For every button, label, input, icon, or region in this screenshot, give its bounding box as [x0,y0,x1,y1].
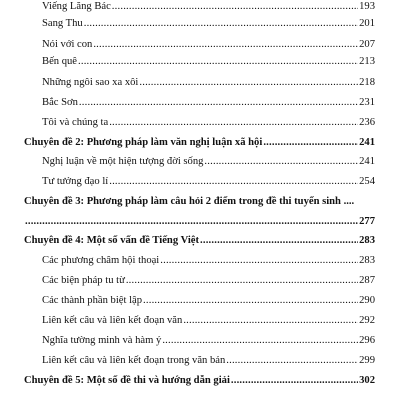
dot-leader [162,334,358,347]
toc-entry-title: Liên kết câu và liên kết đoạn văn [42,315,183,326]
dot-leader [126,274,358,287]
toc-entry-page: 277 [359,216,375,227]
toc-chapter-entry[interactable] [24,195,375,208]
toc-entry-title: Bến quê [42,56,78,67]
toc-entry[interactable] [42,354,375,367]
toc-entry[interactable] [42,254,375,267]
toc-entry-title: Nói với con [42,39,93,50]
toc-entry-title: Nghĩa tường minh và hàm ý [42,335,162,346]
toc-entry-page: 193 [359,1,375,12]
dot-leader [263,136,358,149]
dot-leader [78,55,358,68]
toc-entry-title: Tôi và chúng ta [42,117,109,128]
dot-leader [160,254,358,267]
toc-entry-title: Chuyên đề 5: Một số đề thi và hướng dẫn giải [24,375,230,386]
toc-entry[interactable] [42,96,375,109]
toc-entry-page: 299 [359,355,375,366]
dot-leader [109,175,358,188]
toc-entry-title: Các biện pháp tu từ [42,275,125,286]
toc-entry-title: Sang Thu [42,18,83,29]
toc-entry-page: 283 [359,235,375,246]
dot-leader [231,374,358,387]
dot-leader [143,294,358,307]
toc-entry-page: 287 [359,275,375,286]
toc-entry-page: 218 [359,77,375,88]
dot-leader [79,96,358,109]
toc-entry-page: 241 [359,137,375,148]
toc-entry[interactable] [42,38,375,51]
toc-entry-title: Tư tưởng đạo lí [42,176,109,187]
dot-leader [25,215,358,228]
toc-entry-title: Bắc Sơn [42,97,78,108]
toc-entry[interactable] [42,76,375,89]
toc-entry[interactable] [42,55,375,68]
dot-leader [200,234,358,247]
dot-leader [93,38,358,51]
toc-entry[interactable] [42,17,375,30]
toc-entry-page: 241 [359,156,375,167]
toc-entry-title: Chuyên đề 4: Một số vấn đề Tiếng Việt [24,235,200,246]
toc-entry-page: 254 [359,176,375,187]
dot-leader [112,0,358,13]
dot-leader [84,17,358,30]
toc-entry-page: 292 [359,315,375,326]
toc-entry[interactable] [42,116,375,129]
toc-entry-page: 302 [359,375,375,386]
toc-entry-title: Liên kết câu và liên kết đoạn trong văn bản [42,355,226,366]
dot-leader [183,314,358,327]
toc-chapter-entry[interactable] [24,136,375,149]
toc-chapter-entry[interactable] [24,234,375,247]
toc-entry-title: Viếng Lăng Bác [42,1,111,12]
toc-entry-title: Chuyên đề 2: Phương pháp làm văn nghị luận xã hội [24,137,263,148]
toc-entry-page: 213 [359,56,375,67]
toc-entry-page: 236 [359,117,375,128]
toc-entry-title: Các phương châm hội thoại [42,255,160,266]
dot-leader [204,155,358,168]
toc-entry-page: 207 [359,39,375,50]
dot-leader [109,116,358,129]
toc-entry[interactable] [42,314,375,327]
dot-leader [139,76,358,89]
toc-chapter-entry[interactable] [24,374,375,387]
toc-entry-page: 296 [359,335,375,346]
toc-chapter-entry-continued[interactable] [24,215,375,228]
toc-entry-page: 290 [359,295,375,306]
toc-entry[interactable] [42,294,375,307]
toc-entry[interactable] [42,155,375,168]
toc-entry-title: Nghị luận về một hiện tượng đời sống [42,156,204,167]
toc-entry[interactable] [42,175,375,188]
dot-leader [226,354,358,367]
toc-entry-page: 201 [359,18,375,29]
toc-entry[interactable] [42,274,375,287]
toc-entry-page: 283 [359,255,375,266]
toc-entry-title: Các thành phần biệt lập [42,295,143,306]
toc-entry[interactable] [42,0,375,13]
toc-entry-title: Những ngôi sao xa xôi [42,77,139,88]
toc-entry-page: 231 [359,97,375,108]
toc-entry-title: Chuyên đề 3: Phương pháp làm câu hỏi 2 điểm trong đề thi tuyển sinh .... [24,196,355,207]
toc-entry[interactable] [42,334,375,347]
